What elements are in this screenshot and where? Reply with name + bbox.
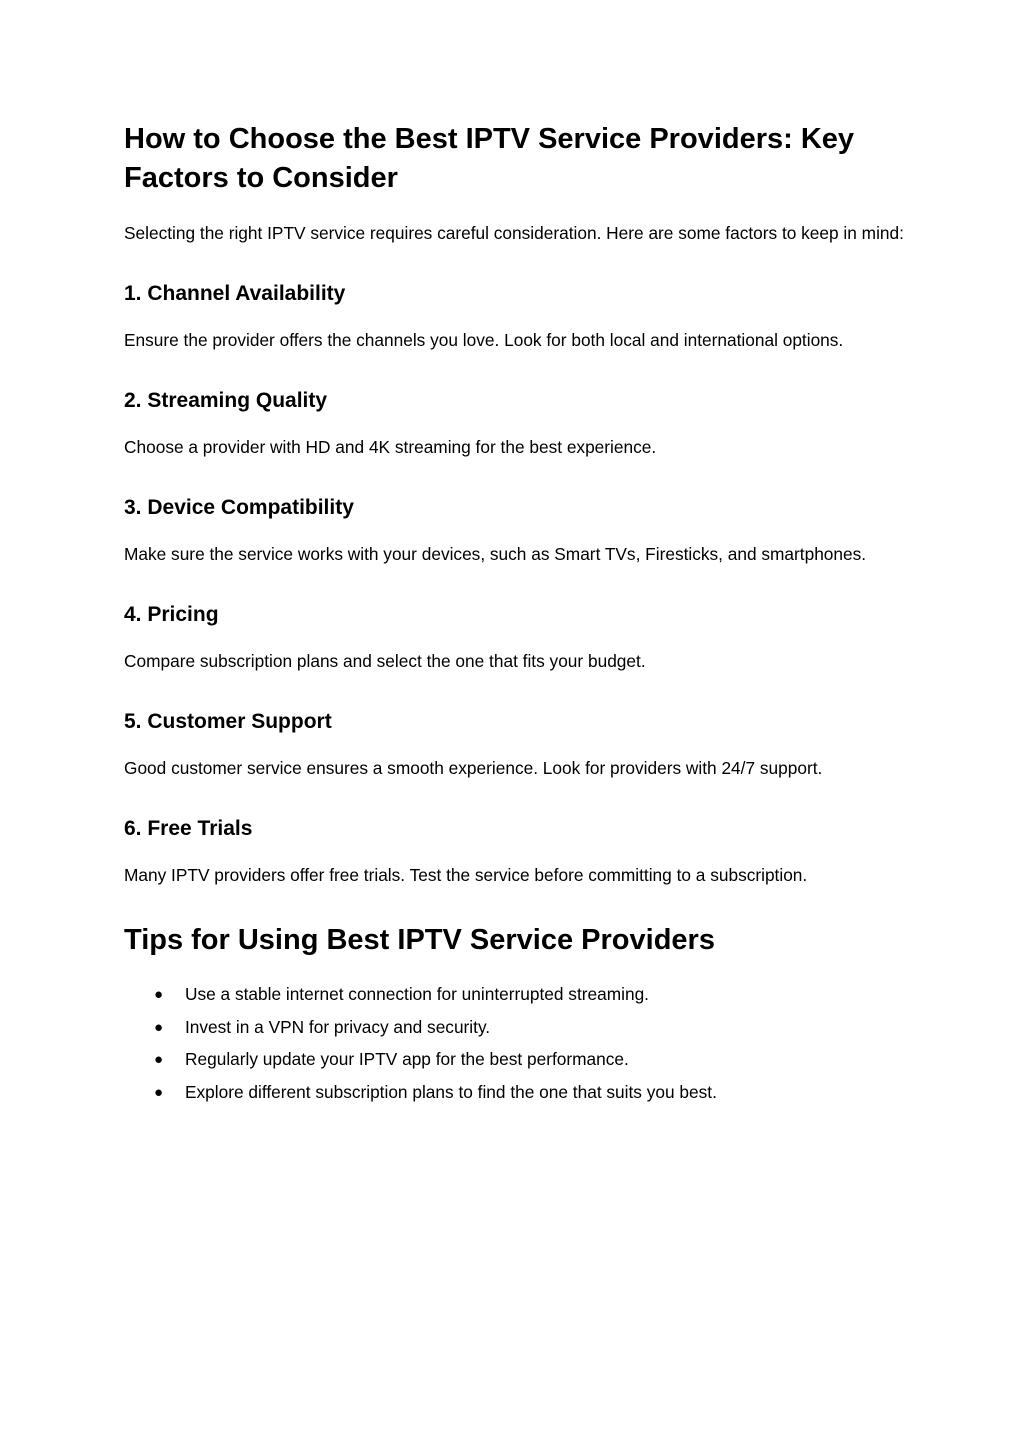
page-title: How to Choose the Best IPTV Service Providers: Key Factors to Consider <box>124 123 855 194</box>
list-item-text: Invest in a VPN for privacy and security. <box>185 1016 491 1037</box>
bullet-icon: ● <box>154 1083 164 1101</box>
factor-heading: 1. Channel Availability <box>124 282 346 305</box>
factor-section-customer-support <box>124 709 904 781</box>
factor-section-free-trials <box>124 816 904 888</box>
factor-text: Many IPTV providers offer free trials. Test the service before committing to a subscription. <box>124 865 808 885</box>
factor-text: Good customer service ensures a smooth experience. Look for providers with 24/7 support. <box>124 758 823 778</box>
list-item-text: Explore different subscription plans to find the one that suits you best. <box>185 1081 717 1102</box>
factor-heading: 3. Device Compatibility <box>124 496 354 519</box>
factor-section-pricing <box>124 602 904 674</box>
list-item <box>124 1015 904 1040</box>
bullet-icon: ● <box>154 986 164 1003</box>
factor-heading: 6. Free Trials <box>124 817 253 840</box>
factor-text: Ensure the provider offers the channels you love. Look for both local and international options. <box>124 330 844 350</box>
factor-text: Make sure the service works with your devices, such as Smart TVs, Firesticks, and smartphones. <box>124 544 867 564</box>
bullet-icon: ● <box>154 1051 164 1068</box>
factor-section-device-compatibility <box>124 495 904 567</box>
factor-text: Compare subscription plans and select the one that fits your budget. <box>124 651 646 671</box>
list-item <box>124 1047 904 1072</box>
list-item <box>124 982 904 1007</box>
list-item-text: Use a stable internet connection for uninterrupted streaming. <box>185 984 649 1004</box>
factor-section-streaming-quality <box>124 388 904 460</box>
bullet-icon: ● <box>154 1018 164 1036</box>
list-item <box>124 1080 904 1105</box>
tips-list <box>124 982 904 1105</box>
intro-paragraph: Selecting the right IPTV service requires careful consideration. Here are some factors to keep in mind: <box>124 223 904 243</box>
factor-heading: 2. Streaming Quality <box>124 389 328 412</box>
factor-heading: 4. Pricing <box>124 603 219 626</box>
tips-title: Tips for Using Best IPTV Service Providers <box>124 924 715 956</box>
document-page <box>124 120 904 1112</box>
factor-text: Choose a provider with HD and 4K streaming for the best experience. <box>124 437 657 457</box>
factor-section-channel-availability <box>124 281 904 353</box>
factor-heading: 5. Customer Support <box>124 710 332 733</box>
list-item-text: Regularly update your IPTV app for the best performance. <box>185 1049 629 1069</box>
